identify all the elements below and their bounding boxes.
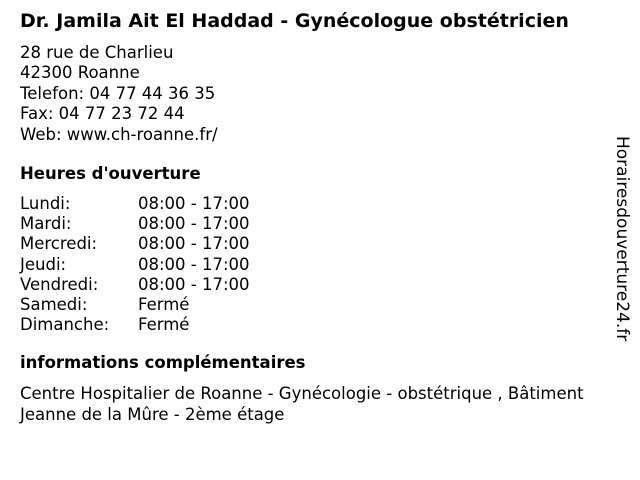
hours-row (20, 315, 250, 335)
day-label: Jeudi: (20, 254, 67, 274)
day-time: 08:00 - 17:00 (138, 234, 250, 254)
address-block (20, 43, 218, 145)
day-label: Mardi: (20, 214, 72, 234)
day-time: Fermé (138, 315, 190, 335)
day-time: Fermé (138, 295, 190, 315)
hours-row (20, 234, 250, 254)
page-title: Dr. Jamila Ait El Haddad - Gynécologue obstétricien (20, 10, 569, 32)
phone-line: Telefon: 04 77 44 36 35 (20, 83, 216, 103)
day-label: Lundi: (20, 194, 71, 213)
day-time: 08:00 - 17:00 (138, 194, 250, 213)
day-time: 08:00 - 17:00 (138, 214, 250, 234)
hours-row (20, 295, 250, 315)
day-label: Dimanche: (20, 315, 110, 335)
info-text: Centre Hospitalier de Roanne - Gynécologie - obstétrique , Bâtiment Jeanne de la Mûre - 2ème étage (20, 384, 584, 424)
hours-row (20, 255, 250, 275)
hours-table (20, 194, 250, 335)
day-time: 08:00 - 17:00 (138, 254, 250, 274)
hours-row (20, 194, 250, 214)
street-line: 28 rue de Charlieu (20, 43, 174, 62)
info-heading: informations complémentaires (20, 353, 306, 372)
hours-heading: Heures d'ouverture (20, 164, 201, 183)
day-label: Samedi: (20, 295, 88, 315)
hours-row (20, 275, 250, 295)
day-time: 08:00 - 17:00 (138, 274, 250, 294)
hours-row (20, 214, 250, 234)
fax-line: Fax: 04 77 23 72 44 (20, 104, 185, 124)
city-line: 42300 Roanne (20, 63, 140, 83)
watermark-text: Horairesdouverture24.fr (612, 136, 632, 342)
web-line: Web: www.ch-roanne.fr/ (20, 124, 218, 144)
day-label: Mercredi: (20, 234, 98, 254)
day-label: Vendredi: (20, 274, 99, 294)
